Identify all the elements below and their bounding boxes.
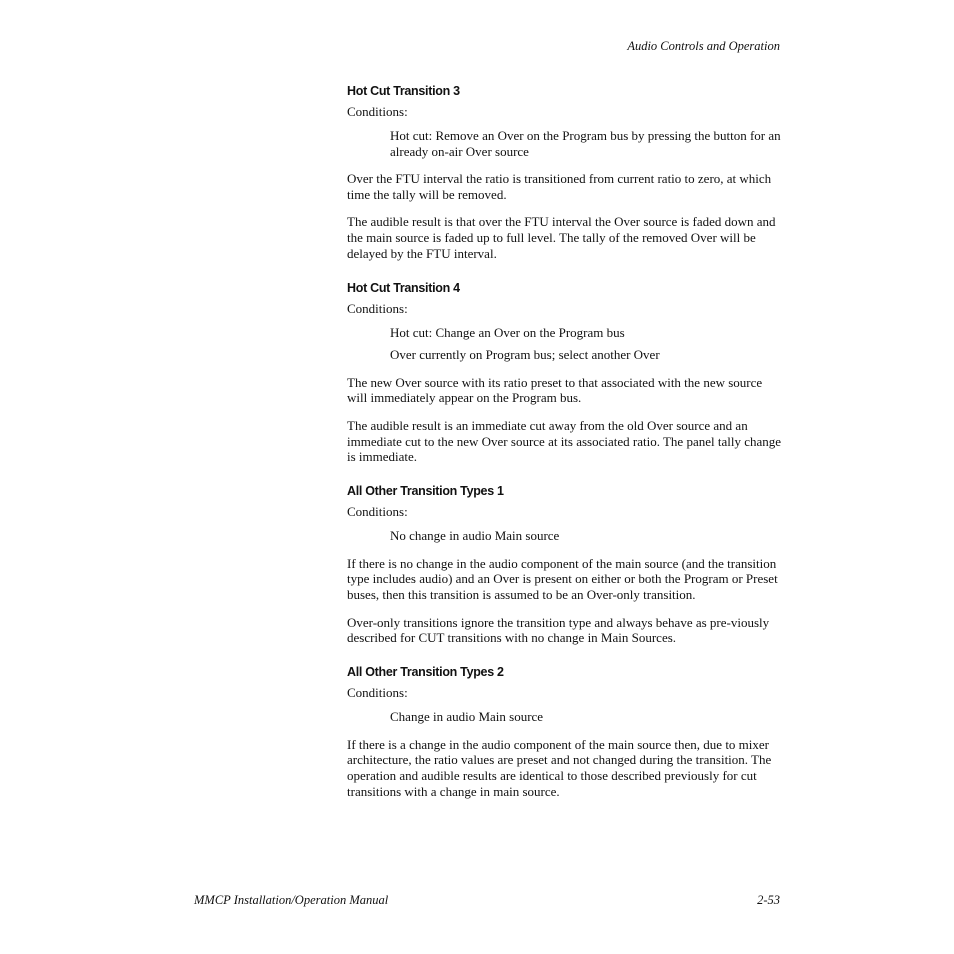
section-heading: All Other Transition Types 1 [347, 484, 504, 499]
condition-item: Over currently on Program bus; select another Over [390, 347, 660, 363]
paragraph: If there is a change in the audio component of the main source then, due to mixer architecture, the ratio values are preset and not changed during the transition. The operation and audible results are identical to those described previously for cut transitions with a change in main source. [347, 736, 772, 799]
running-header: Audio Controls and Operation [627, 39, 780, 53]
paragraph: If there is no change in the audio component of the main source (and the transition type includes audio) and an Over is present on either or both the Program or Preset buses, then this transition is assumed to be an Over-only transition. [347, 555, 778, 602]
condition-item: Hot cut: Change an Over on the Program bus [390, 324, 625, 340]
section-heading: All Other Transition Types 2 [347, 665, 504, 680]
conditions-label: Conditions: [347, 504, 408, 520]
paragraph: The audible result is that over the FTU interval the Over source is faded down and the main source is faded up to full level. The tally of the removed Over will be delayed by the FTU interval. [347, 214, 776, 261]
section-heading: Hot Cut Transition 4 [347, 280, 460, 295]
section-hot-cut-transition-4 [347, 279, 783, 466]
condition-item: No change in audio Main source [390, 528, 560, 544]
paragraph: Over-only transitions ignore the transition type and always behave as pre-viously described for CUT transitions with no change in Main Sources. [347, 614, 770, 646]
conditions-label: Conditions: [347, 685, 408, 701]
paragraph: The audible result is an immediate cut away from the old Over source and an immediate cut to the new Over source at its associated ratio. The panel tally change is immediate. [347, 417, 782, 465]
section-heading: Hot Cut Transition 3 [347, 84, 460, 98]
section-all-other-transition-types-1 [347, 482, 783, 646]
paragraph: Over the FTU interval the ratio is transitioned from current ratio to zero, at which time the tally will be removed. [347, 171, 772, 202]
conditions-label: Conditions: [347, 300, 408, 316]
condition-item: Hot cut: Remove an Over on the Program bus by pressing the button for an already on-air Over source [390, 128, 781, 159]
paragraph: The new Over source with its ratio preset to that associated with the new source will immediately appear on the Program bus. [347, 374, 763, 406]
section-all-other-transition-types-2 [347, 663, 783, 799]
section-hot-cut-transition-3 [347, 82, 783, 262]
page-body [347, 82, 783, 799]
condition-item: Change in audio Main source [390, 709, 544, 725]
footer-manual-title: MMCP Installation/Operation Manual [194, 893, 389, 907]
footer-page-number: 2-53 [757, 893, 780, 907]
conditions-label: Conditions: [347, 104, 408, 119]
